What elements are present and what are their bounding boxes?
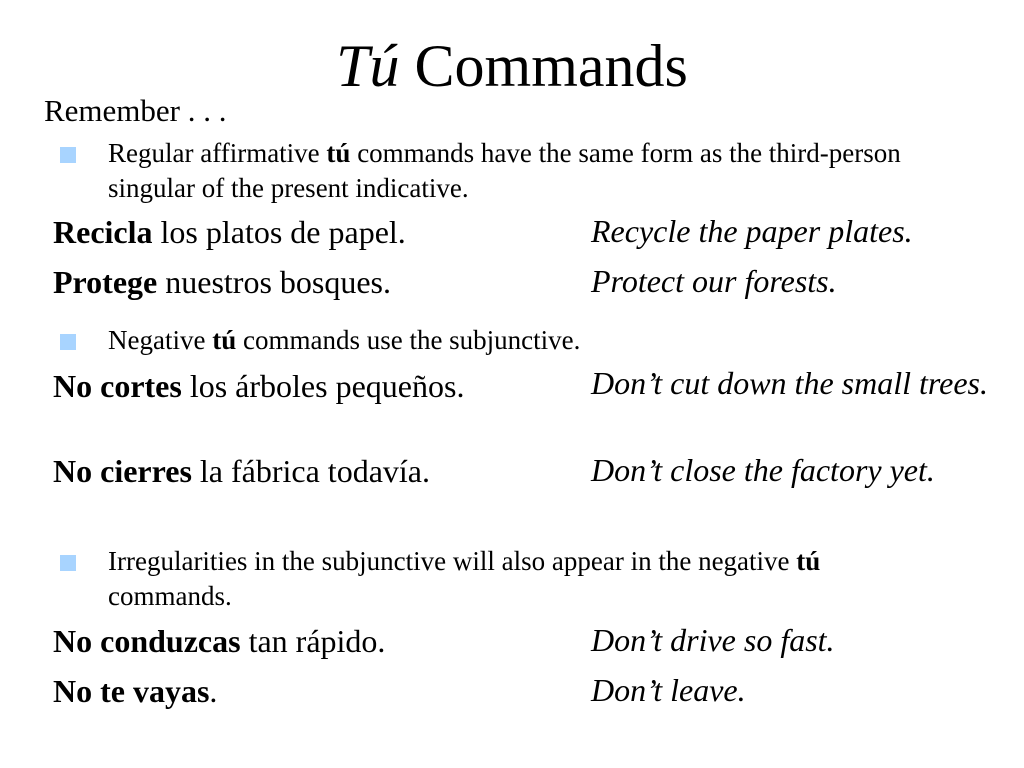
command-rest: . <box>209 673 218 709</box>
bullet-text <box>108 544 868 614</box>
command-rest: nuestros bosques. <box>157 264 391 300</box>
example-english: Don’t close the factory yet. <box>591 452 935 488</box>
title-italic: Tú <box>336 33 400 99</box>
command-verb: No conduzcas <box>53 623 241 659</box>
example-spanish <box>53 671 217 711</box>
command-rest: los platos de papel. <box>152 214 406 250</box>
example-english: Don’t drive so fast. <box>591 622 835 658</box>
command-verb: No te vayas <box>53 673 210 709</box>
remember-heading: Remember . . . <box>44 93 227 128</box>
example-english: Protect our forests. <box>591 263 837 299</box>
command-rest: los árboles pequeños. <box>181 368 465 404</box>
example-spanish <box>53 262 391 302</box>
example-english: Don’t cut down the small trees. <box>591 365 988 401</box>
bullet-text <box>108 136 958 206</box>
example-spanish <box>53 621 385 661</box>
bullet-text <box>108 323 958 358</box>
command-verb: Protege <box>53 264 158 300</box>
example-spanish <box>53 451 430 491</box>
command-verb: No cortes <box>53 368 182 404</box>
bullet-text-bold: tú <box>796 546 821 576</box>
bullet-text-pre: Irregularities in the subjunctive will also appear in the negative <box>108 546 797 576</box>
square-bullet-icon <box>60 334 76 350</box>
command-verb: Recicla <box>53 214 153 250</box>
command-rest: tan rápido. <box>240 623 386 659</box>
example-english: Don’t leave. <box>591 672 746 708</box>
square-bullet-icon <box>60 147 76 163</box>
example-english: Recycle the paper plates. <box>591 213 913 249</box>
example-spanish <box>53 366 464 406</box>
bullet-text-post: commands use the subjunctive. <box>236 325 581 355</box>
bullet-text-bold: tú <box>326 138 351 168</box>
example-spanish <box>53 212 406 252</box>
square-bullet-icon <box>60 555 76 571</box>
bullet-text-bold: tú <box>212 325 237 355</box>
command-verb: No cierres <box>53 453 192 489</box>
command-rest: la fábrica todavía. <box>191 453 430 489</box>
bullet-text-post: commands have the same form as the third-person singular of the present indicative. <box>108 138 901 203</box>
title-rest: Commands <box>414 33 688 99</box>
bullet-text-pre: Regular affirmative <box>108 138 327 168</box>
bullet-text-pre: Negative <box>108 325 213 355</box>
bullet-text-post: commands. <box>108 581 232 611</box>
